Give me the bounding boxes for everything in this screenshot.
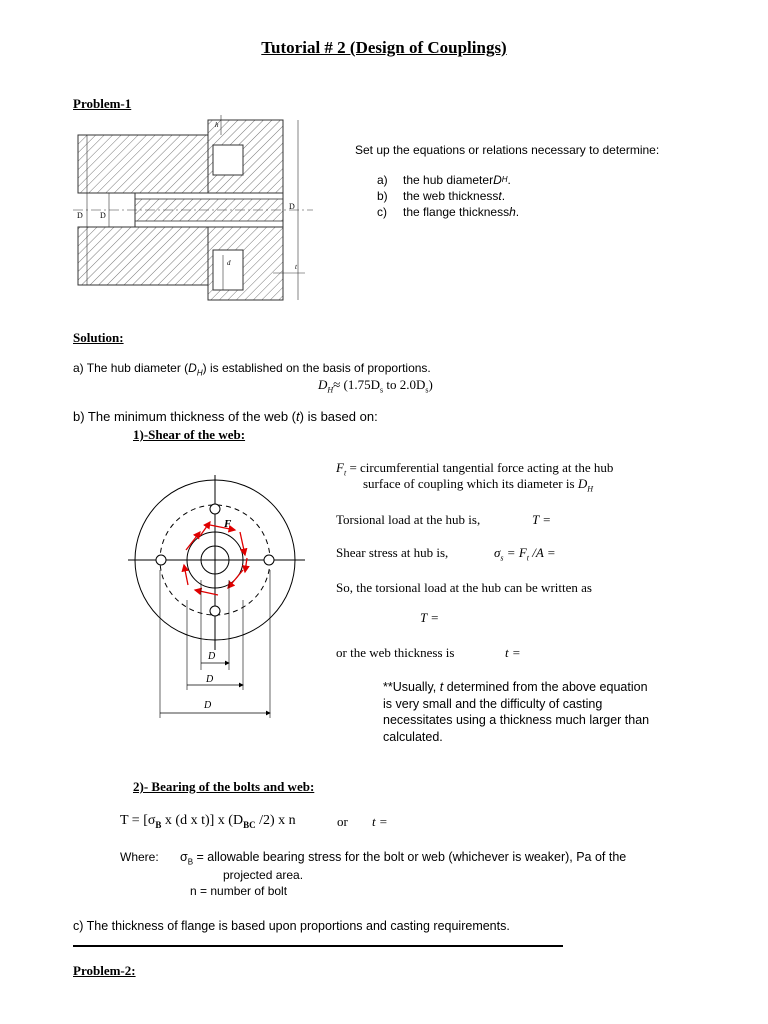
var: D — [318, 377, 328, 392]
solution-a-equation — [318, 377, 433, 395]
sub: B — [187, 857, 194, 867]
list-marker: a) — [377, 173, 388, 187]
note-block — [383, 679, 649, 745]
list-text: the web thickness — [403, 189, 499, 203]
torsion-label: Torsional load at the hub is, — [336, 512, 481, 527]
text: ) is established on the basis of proportions. — [202, 361, 431, 375]
problem-1-list — [377, 172, 519, 220]
text: = circumferential tangential force acting at the hub — [346, 460, 614, 475]
var: t — [296, 409, 300, 424]
bearing-t: t = — [372, 814, 388, 829]
sub: B — [155, 819, 162, 830]
where-label: Where: — [120, 850, 159, 864]
note-line: necessitates using a thickness much larger than — [383, 713, 650, 727]
so-equation: T = — [420, 610, 440, 625]
bearing-or: or — [337, 814, 348, 829]
fig-label-dbs: D — [204, 700, 212, 711]
divider — [73, 945, 563, 947]
list-marker: c) — [377, 205, 387, 219]
sub: H — [196, 368, 203, 378]
bearing-heading: 2)- Bearing of the bolts and web: — [133, 779, 315, 794]
note-line: is very small and the difficulty of casting — [383, 696, 603, 711]
shear-heading: 1)-Shear of the web: — [133, 427, 246, 442]
solution-heading: Solution: — [73, 330, 124, 345]
list-tail: . — [515, 205, 520, 219]
list-tail: . — [507, 173, 511, 187]
sub: BC — [243, 819, 256, 830]
shear-equation — [494, 545, 556, 563]
flange-circle-figure — [100, 470, 330, 720]
fig-label-h: h — [215, 121, 219, 129]
solution-a-line — [73, 361, 431, 377]
ft-definition — [336, 460, 613, 478]
text: a) The hub diameter ( — [73, 361, 189, 375]
page-title: Tutorial # 2 (Design of Couplings) — [261, 38, 507, 57]
fig-label-dh: D — [77, 211, 83, 220]
coupling-section-figure — [73, 115, 313, 305]
fig-label-d: d — [227, 259, 231, 267]
where-text-2: projected area. — [223, 868, 304, 882]
list-item — [377, 204, 519, 220]
list-item — [377, 188, 519, 204]
list-marker: b) — [377, 189, 388, 203]
text: ≈ (1.75D — [333, 377, 381, 392]
list-var: D — [493, 173, 502, 187]
fig-label-ds: D — [208, 651, 216, 662]
sym: σ — [180, 850, 188, 864]
shear-label: Shear stress at hub is, — [336, 545, 449, 560]
list-item — [377, 172, 519, 188]
sub: t — [526, 553, 529, 563]
fig-label-dh: D — [206, 674, 214, 685]
text: /2) x n — [255, 813, 296, 828]
list-var: h — [509, 205, 516, 219]
list-sub: H — [501, 175, 508, 184]
text: = F — [503, 545, 527, 560]
problem-1-heading: Problem-1 — [73, 96, 132, 111]
sym: σ — [494, 545, 501, 560]
ft-definition-2 — [363, 476, 593, 494]
text: = allowable bearing stress for the bolt or web (whichever is weaker), Pa of the — [193, 850, 627, 864]
web-label: or the web thickness is — [336, 645, 455, 660]
text: /A = — [529, 545, 556, 560]
list-text: the flange thickness — [403, 205, 510, 219]
fig-label-ds: D — [100, 211, 106, 220]
list-text: the hub diameter — [403, 173, 494, 187]
solution-c-line: c) The thickness of flange is based upon proportions and casting requirements. — [73, 919, 510, 933]
fig-label-t: t — [295, 263, 297, 271]
list-var: t — [498, 189, 502, 203]
sub: H — [587, 484, 593, 494]
problem-2-heading: Problem-2: — [73, 963, 136, 978]
text: ) is based on: — [299, 409, 378, 424]
n-definition: n = number of bolt — [190, 884, 288, 898]
note-line: **Usually, t determined from the above equation — [383, 680, 648, 694]
text: ) — [428, 377, 433, 392]
sub: s — [500, 553, 504, 563]
list-tail: . — [501, 189, 506, 203]
bearing-equation — [120, 813, 296, 830]
solution-b-line — [73, 409, 378, 424]
var: D — [577, 476, 588, 491]
text: to 2.0D — [383, 377, 426, 392]
torsion-equation: T = — [532, 512, 552, 527]
text: surface of coupling which its diameter is — [363, 476, 578, 491]
var: D — [188, 361, 197, 375]
var: F — [336, 460, 344, 475]
web-equation: t = — [505, 645, 521, 660]
fig-label-ft: F — [224, 518, 232, 530]
note-line: calculated. — [383, 729, 443, 744]
sub: t — [343, 468, 347, 478]
fig-label-dbc: D — [289, 202, 295, 211]
text: x (d x t)] x (D — [161, 813, 244, 828]
text: b) The minimum thickness of the web ( — [73, 409, 297, 424]
text: T = [σ — [120, 813, 156, 828]
sub: H — [327, 385, 334, 395]
sub: s — [380, 385, 384, 395]
problem-1-intro: Set up the equations or relations necessary to determine: — [355, 143, 660, 157]
so-line: So, the torsional load at the hub can be written as — [336, 580, 592, 595]
sub: s — [425, 385, 429, 395]
where-text — [180, 850, 626, 867]
